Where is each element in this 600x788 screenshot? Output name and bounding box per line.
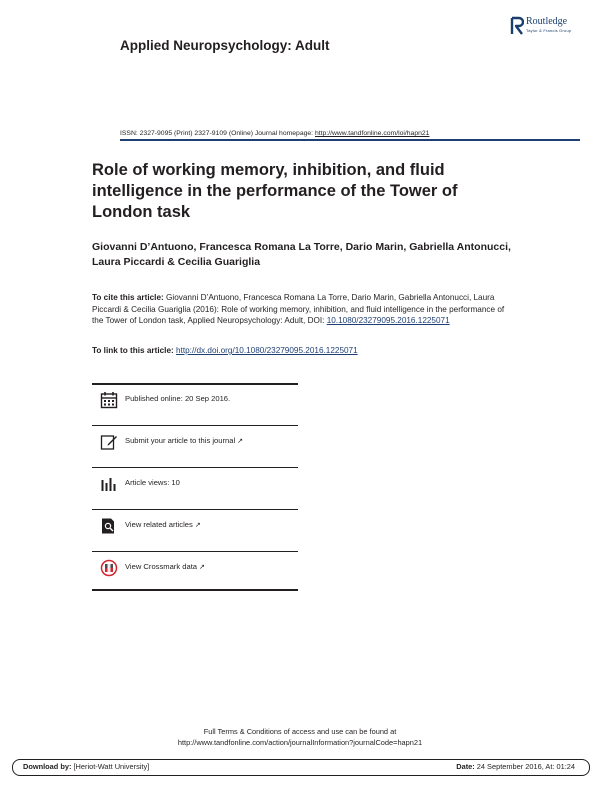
crossmark-row[interactable]	[92, 551, 298, 593]
publisher-logo[interactable]	[510, 16, 590, 38]
journal-title: Applied Neuropsychology: Adult	[120, 38, 330, 53]
logo-name: Routledge	[526, 16, 568, 27]
issn-text: ISSN: 2327-9095 (Print) 2327-9109 (Online) Journal homepage:	[120, 130, 315, 137]
external-link-icon: ↗	[194, 522, 201, 529]
related-articles-row[interactable]	[92, 509, 298, 551]
journal-homepage-link[interactable]: http://www.tandfonline.com/loi/hapn21	[314, 130, 430, 137]
submit-article-link[interactable]: Submit your article to this journal ↗	[125, 436, 244, 445]
edit-icon	[100, 433, 118, 451]
search-document-icon	[100, 517, 118, 535]
cite-label: To cite this article:	[92, 293, 167, 302]
routledge-r-icon	[510, 16, 524, 36]
cite-doi-link[interactable]: 10.1080/23279095.2016.1225071	[326, 316, 450, 325]
article-views-text: Article views: 10	[125, 478, 180, 487]
download-date: Date: 24 September 2016, At: 01:24	[456, 762, 575, 771]
terms-line: Full Terms & Conditions of access and use can be found at	[203, 727, 397, 736]
issn-line	[120, 130, 429, 137]
article-link-line	[92, 346, 512, 355]
link-label: To link to this article:	[92, 346, 177, 355]
article-views-row	[92, 467, 298, 509]
published-row	[92, 383, 298, 425]
citation	[92, 292, 512, 327]
terms-url-link[interactable]: http://www.tandfonline.com/action/journalInformation?journalCode=hapn21	[177, 738, 423, 747]
crossmark-icon	[100, 559, 118, 577]
related-articles-link[interactable]: View related articles ↗	[125, 520, 201, 529]
article-authors: Giovanni D’Antuono, Francesca Romana La Torre, Dario Marin, Gabriella Antonucci, Laura Piccardi & Cecilia Guariglia	[92, 241, 511, 268]
download-info-bar	[12, 759, 590, 776]
article-title: Role of working memory, inhibition, and fluid intelligence in the performance of the Tower of London task	[92, 161, 458, 221]
downloaded-by: Download by: [Heriot-Watt University]	[23, 762, 150, 771]
panel-divider	[92, 589, 298, 591]
bar-chart-icon	[100, 475, 118, 493]
submit-article-row[interactable]	[92, 425, 298, 467]
logo-tagline: Taylor & Francis Group	[526, 28, 572, 33]
external-link-icon: ↗	[199, 564, 205, 571]
published-text: Published online: 20 Sep 2016.	[125, 394, 231, 403]
terms-footer	[100, 726, 500, 748]
article-doi-link[interactable]: http://dx.doi.org/10.1080/23279095.2016.1225071	[176, 346, 358, 355]
cite-text: Giovanni D’Antuono, Francesca Romana La Torre, Dario Marin, Gabriella Antonucci, Laura Piccardi & Cecilia Guariglia (2016): Role of working memory, inhibition, and fluid intelligence in the performance of the Tower of London task, Applied Neuropsychology: Adult, DOI:	[92, 293, 505, 325]
calendar-icon	[100, 391, 118, 409]
external-link-icon: ↗	[237, 438, 244, 445]
header-rule	[120, 139, 580, 141]
crossmark-link[interactable]: View Crossmark data ↗	[125, 562, 205, 571]
